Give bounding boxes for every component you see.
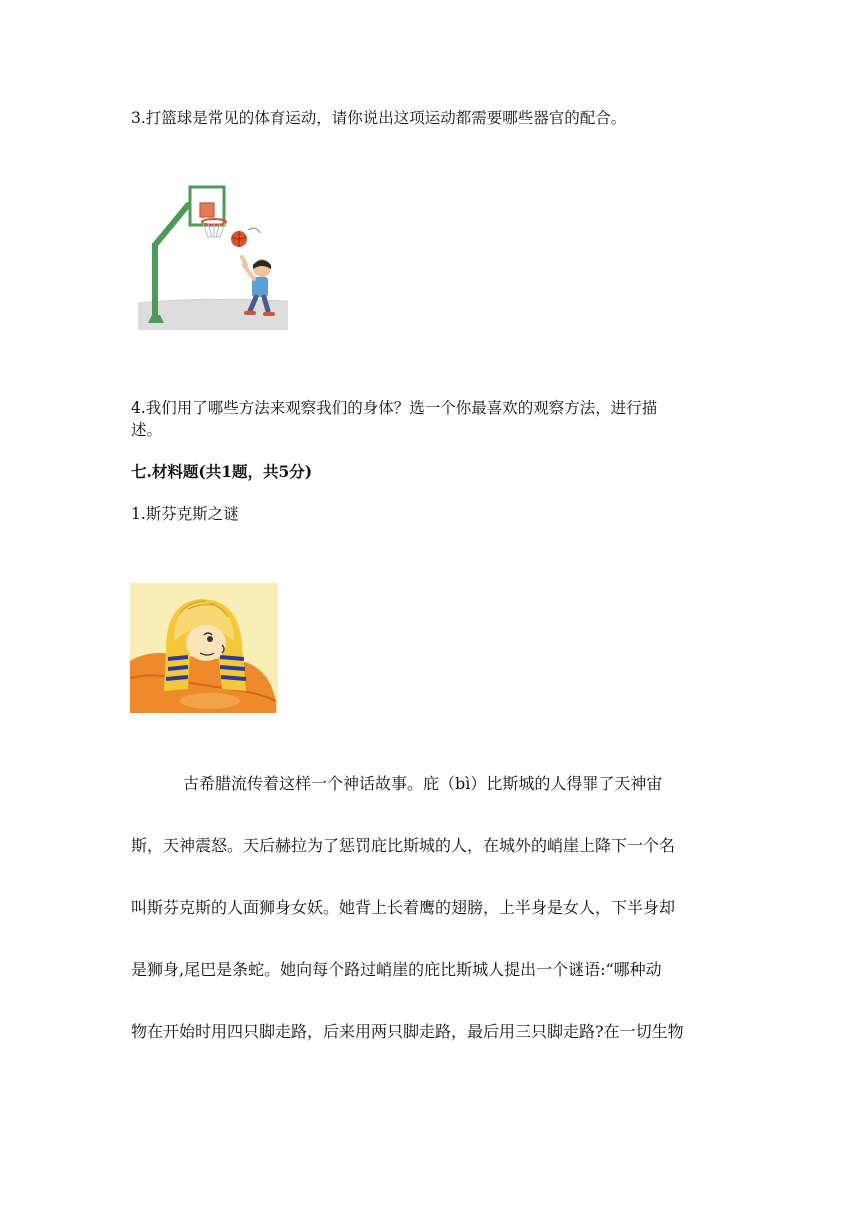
basketball-illustration (138, 185, 288, 330)
passage-line-3: 叫斯芬克斯的人面狮身女妖。她背上长着鹰的翅膀，上半身是女人，下半身却 (131, 898, 676, 917)
item-1-title: 1.斯芬克斯之谜 (131, 505, 239, 523)
question-4-text-line1: 4.我们用了哪些方法来观察我们的身体？选一个你最喜欢的观察方法，进行描 (131, 399, 658, 417)
passage-line-5: 物在开始时用四只脚走路，后来用两只脚走路，最后用三只脚走路?在一切生物 (131, 1022, 684, 1041)
question-4-text-line2: 述。 (131, 421, 163, 439)
sphinx-illustration (130, 583, 278, 713)
section-title: 七.材料题(共1题，共5分) (131, 462, 313, 481)
passage-line-1: 古希腊流传着这样一个神话故事。庇（bì）比斯城的人得罪了天神宙 (183, 774, 663, 793)
question-3-text: 3.打篮球是常见的体育运动，请你说出这项运动都需要哪些器官的配合。 (131, 109, 627, 127)
passage-line-4: 是狮身,尾巴是条蛇。她向每个路过峭崖的庇比斯城人提出一个谜语:“哪种动 (131, 960, 662, 979)
passage-line-2: 斯，天神震怒。天后赫拉为了惩罚庇比斯城的人，在城外的峭崖上降下一个名 (131, 836, 676, 855)
